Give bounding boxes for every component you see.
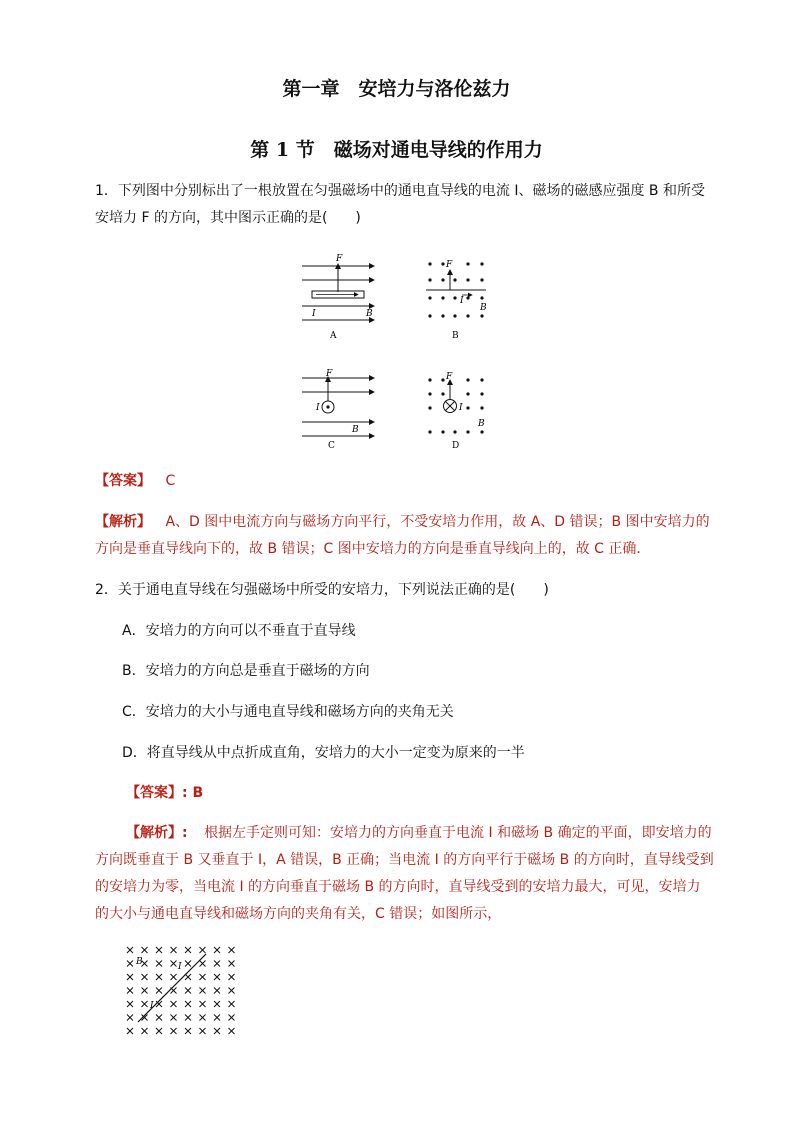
cross-mark — [214, 1001, 220, 1007]
q1-stem-line2: 安培力 F 的方向，其中图示正确的是( ) — [95, 210, 361, 226]
cross-mark — [229, 947, 235, 953]
q2-stem: 2．关于通电直导线在匀强磁场中所受的安培力，下列说法正确的是( ) — [95, 582, 549, 598]
q2-analysis-line1 — [126, 820, 712, 846]
cross-mark — [127, 947, 133, 953]
cross-mark — [200, 1028, 206, 1034]
cross-mark — [127, 961, 133, 967]
cross-mark — [200, 947, 206, 953]
q1-answer-tag: 【答案】 — [95, 473, 151, 489]
cross-mark — [171, 974, 177, 980]
cross-mark — [229, 974, 235, 980]
cross-mark — [142, 1028, 148, 1034]
section-title: 第 1 节 磁场对通电导线的作用力 — [250, 139, 543, 161]
q1-answer — [95, 468, 175, 494]
q2-analysis-line4: 的大小与通电直导线和磁场方向的夹角有关，C 错误；如图所示， — [95, 906, 502, 922]
cross-mark — [171, 1001, 177, 1007]
cross-mark — [156, 974, 162, 980]
q1-figures — [290, 248, 510, 458]
q1-analysis-line1 — [95, 509, 710, 535]
cross-mark — [214, 947, 220, 953]
figure-b-b-label: B — [480, 303, 487, 313]
q2-analysis-line2: 方向既垂直于 B 又垂直于 I，A 错误，B 正确；当电流 I 的方向平行于磁场 B 的方向时，直导线受到 — [95, 852, 714, 868]
q2-analysis-tag: 【解析】: — [126, 825, 188, 841]
cross-mark — [156, 947, 162, 953]
cross-mark — [200, 961, 206, 967]
magnetic-field-cross-marks — [127, 947, 235, 1034]
cross-mark — [185, 1028, 191, 1034]
figure-c — [302, 369, 374, 451]
figure-d-f-label: F — [446, 372, 453, 382]
q1-analysis-line2: 方向是垂直导线向下的，故 B 错误；C 图中安培力的方向是垂直导线向上的，故 C 正确． — [95, 541, 651, 557]
cross-mark — [185, 988, 191, 994]
chapter-title: 第一章 安培力与洛伦兹力 — [282, 78, 511, 100]
cross-mark — [214, 974, 220, 980]
cross-mark — [142, 947, 148, 953]
figure-b-f-label: F — [446, 260, 453, 270]
figure-d — [428, 372, 485, 451]
cross-mark — [185, 961, 191, 967]
cross-mark — [229, 1015, 235, 1021]
figure-b-i-label: I — [460, 296, 464, 306]
figure-b-label: B — [452, 331, 459, 341]
cross-mark — [185, 1015, 191, 1021]
figure-c-b-label: B — [352, 425, 359, 435]
q2-figure-i-label-1: I — [178, 962, 182, 972]
q2-answer: 【答案】: B — [126, 785, 204, 801]
cross-mark — [214, 1015, 220, 1021]
q2-figure — [120, 940, 240, 1040]
q2-option-a: A．安培力的方向可以不垂直于直导线 — [122, 623, 356, 639]
figure-a — [302, 254, 374, 341]
cross-mark — [214, 1028, 220, 1034]
cross-mark — [142, 974, 148, 980]
cross-mark — [156, 988, 162, 994]
cross-mark — [229, 988, 235, 994]
figure-c-label: C — [328, 441, 335, 451]
q2-option-d: D．将直导线从中点折成直角，安培力的大小一定变为原来的一半 — [122, 745, 525, 761]
cross-mark — [214, 961, 220, 967]
cross-mark — [127, 1028, 133, 1034]
cross-mark — [214, 988, 220, 994]
cross-mark — [200, 988, 206, 994]
cross-mark — [156, 961, 162, 967]
cross-mark — [156, 1015, 162, 1021]
figure-a-f-label: F — [336, 254, 343, 264]
cross-mark — [171, 947, 177, 953]
cross-mark — [171, 961, 177, 967]
figure-a-i-label: I — [312, 309, 316, 319]
q2-option-b: B．安培力的方向总是垂直于磁场的方向 — [122, 663, 370, 679]
figure-b — [426, 260, 487, 341]
cross-mark — [127, 988, 133, 994]
q1-analysis-text1: A、D 图中电流方向与磁场方向平行，不受安培力作用，故 A、D 错误；B 图中安培力的 — [165, 514, 710, 530]
q2-figure-i-label-2: I — [150, 1001, 154, 1011]
figure-d-i-label: I — [459, 403, 463, 413]
figure-a-b-label: B — [366, 309, 373, 319]
figure-d-b-label: B — [478, 419, 485, 429]
cross-mark — [185, 1001, 191, 1007]
cross-mark — [127, 1015, 133, 1021]
figure-c-f-label: F — [326, 369, 333, 379]
cross-mark — [229, 961, 235, 967]
cross-mark — [171, 1028, 177, 1034]
figure-c-i-label: I — [316, 403, 320, 413]
q2-option-c: C．安培力的大小与通电直导线和磁场方向的夹角无关 — [122, 704, 454, 720]
q2-figure-b-label: B — [136, 957, 143, 967]
figure-d-label: D — [452, 441, 460, 451]
q2-analysis-text1: 根据左手定则可知：安培力的方向垂直于电流 I 和磁场 B 确定的平面，即安培力的 — [204, 825, 712, 841]
cross-mark — [200, 1001, 206, 1007]
figure-a-label: A — [330, 331, 337, 341]
cross-mark — [200, 974, 206, 980]
cross-mark — [200, 1015, 206, 1021]
cross-mark — [156, 1028, 162, 1034]
q2-analysis-line3: 的安培力为零，当电流 I 的方向垂直于磁场 B 的方向时，直导线受到的安培力最大，可见，安培力 — [95, 879, 701, 895]
cross-mark — [185, 947, 191, 953]
q1-stem-line1: 1．下列图中分别标出了一根放置在匀强磁场中的通电直导线的电流 I、磁场的磁感应强度 B 和所受 — [95, 183, 705, 199]
cross-mark — [156, 1001, 162, 1007]
cross-mark — [142, 988, 148, 994]
cross-mark — [229, 1001, 235, 1007]
cross-mark — [171, 1015, 177, 1021]
cross-mark — [229, 1028, 235, 1034]
q1-analysis-tag: 【解析】 — [95, 514, 151, 530]
q1-answer-value: C — [165, 473, 176, 489]
cross-mark — [127, 974, 133, 980]
cross-mark — [142, 1001, 148, 1007]
cross-mark — [127, 1001, 133, 1007]
